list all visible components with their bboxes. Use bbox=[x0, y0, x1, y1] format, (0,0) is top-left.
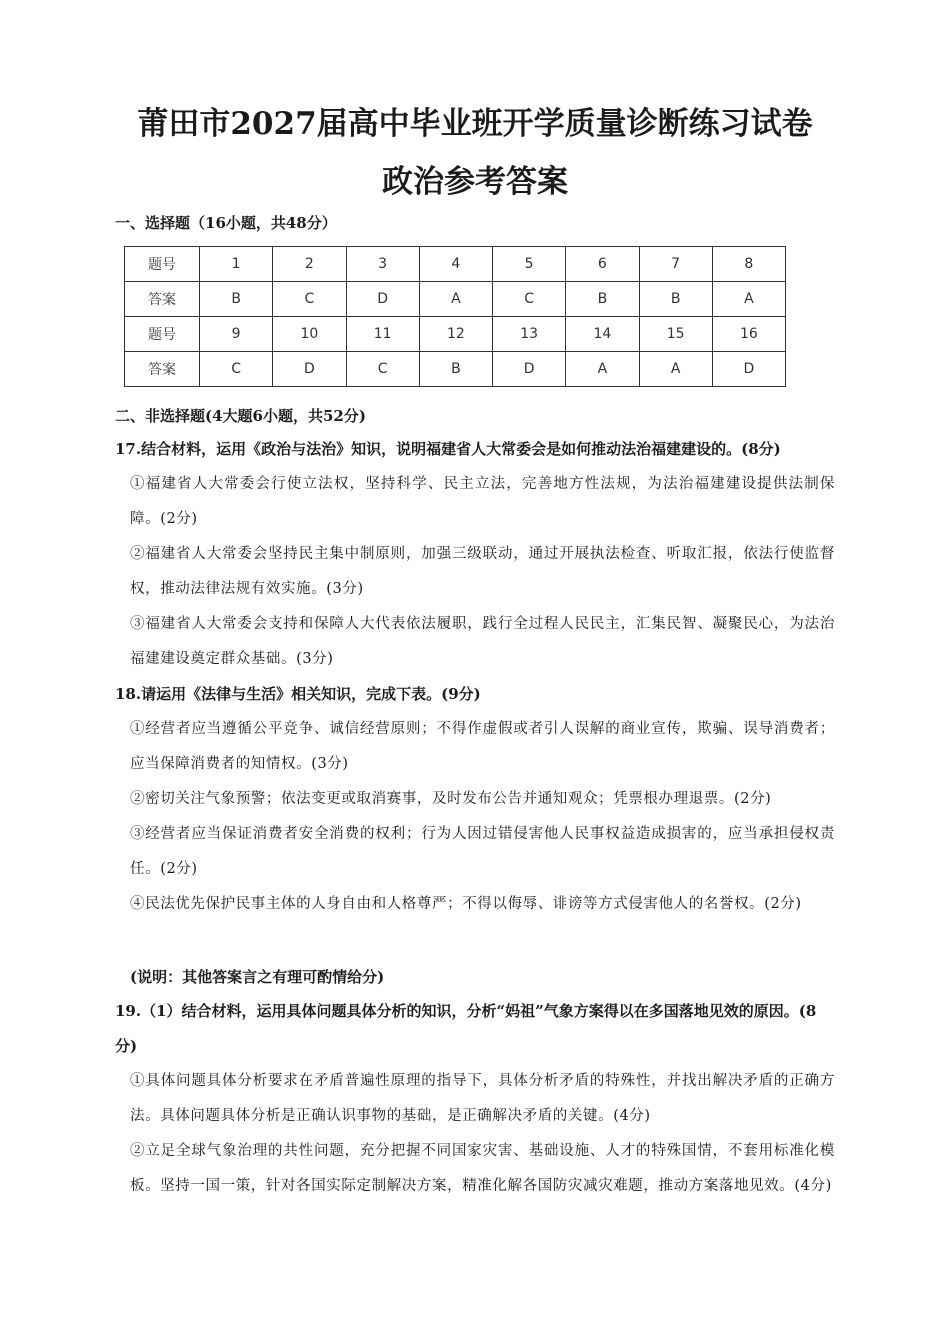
doc-subtitle: 政治参考答案 bbox=[382, 164, 568, 200]
answer-cell: B bbox=[200, 282, 273, 317]
answer-cell: C bbox=[346, 352, 419, 387]
answer-cell: A bbox=[712, 282, 785, 317]
answer-cell: B bbox=[566, 282, 639, 317]
section2-heading: 二、非选择题(4大题6小题，共52分) bbox=[115, 407, 366, 425]
q18-question: 18.请运用《法律与生活》相关知识，完成下表。(9分) bbox=[115, 685, 481, 703]
question-number: 13 bbox=[493, 317, 566, 352]
section1-heading: 一、选择题（16小题，共48分） bbox=[115, 214, 337, 232]
question-number: 10 bbox=[273, 317, 346, 352]
q18-point-2: ②密切关注气象预警；依法变更或取消赛事，及时发布公告并通知观众；凭票根办理退票。(2分) bbox=[130, 791, 772, 807]
table-row bbox=[125, 247, 786, 282]
q18-point-1: ①经营者应当遵循公平竞争、诚信经营原则；不得作虚假或者引人误解的商业宣传，欺骗、误导消费者；应当保障消费者的知情权。(3分) bbox=[130, 721, 835, 772]
q18-point-4: ④民法优先保护民事主体的人身自由和人格尊严；不得以侮辱、诽谤等方式侵害他人的名誉权。(2分) bbox=[130, 896, 802, 912]
question-number: 12 bbox=[419, 317, 492, 352]
answer-cell: C bbox=[200, 352, 273, 387]
question-number: 8 bbox=[712, 247, 785, 282]
row-label-number: 题号 bbox=[125, 317, 200, 352]
question-number: 11 bbox=[346, 317, 419, 352]
question-number: 16 bbox=[712, 317, 785, 352]
q17-point-1: ①福建省人大常委会行使立法权，坚持科学、民主立法，完善地方性法规，为法治福建建设提供法制保障。(2分) bbox=[130, 476, 835, 527]
answer-cell: D bbox=[712, 352, 785, 387]
row-label-answer: 答案 bbox=[125, 282, 200, 317]
row-label-answer: 答案 bbox=[125, 352, 200, 387]
question-number: 6 bbox=[566, 247, 639, 282]
doc-title: 莆田市2027届高中毕业班开学质量诊断练习试卷 bbox=[137, 106, 813, 142]
answer-cell: D bbox=[493, 352, 566, 387]
question-number: 5 bbox=[493, 247, 566, 282]
question-number: 9 bbox=[200, 317, 273, 352]
q18-point-3: ③经营者应当保证消费者安全消费的权利；行为人因过错侵害他人民事权益造成损害的，应当承担侵权责任。(2分) bbox=[130, 826, 835, 877]
q18-note: (说明：其他答案言之有理可酌情给分) bbox=[130, 968, 385, 986]
q19-point-2: ②立足全球气象治理的共性问题，充分把握不同国家灾害、基础设施、人才的特殊国情，不套用标准化模板。坚持一国一策，针对各国实际定制解决方案，精准化解各国防灾减灾难题，推动方案落地见效。(4分) bbox=[130, 1143, 835, 1194]
question-number: 7 bbox=[639, 247, 712, 282]
question-number: 14 bbox=[566, 317, 639, 352]
table-row bbox=[125, 317, 786, 352]
answer-cell: A bbox=[419, 282, 492, 317]
row-label-number: 题号 bbox=[125, 247, 200, 282]
answer-cell: B bbox=[419, 352, 492, 387]
answer-cell: C bbox=[493, 282, 566, 317]
table-row bbox=[125, 282, 786, 317]
answer-cell: A bbox=[639, 352, 712, 387]
question-number: 3 bbox=[346, 247, 419, 282]
answer-cell: D bbox=[273, 352, 346, 387]
question-number: 15 bbox=[639, 317, 712, 352]
answer-table bbox=[124, 246, 786, 387]
question-number: 4 bbox=[419, 247, 492, 282]
table-row bbox=[125, 352, 786, 387]
answer-cell: B bbox=[639, 282, 712, 317]
answer-cell: D bbox=[346, 282, 419, 317]
q19-question: 19.（1）结合材料，运用具体问题具体分析的知识，分析“妈祖”气象方案得以在多国落地见效的原因。(8分) bbox=[115, 1002, 817, 1055]
answer-cell: A bbox=[566, 352, 639, 387]
question-number: 2 bbox=[273, 247, 346, 282]
answer-cell: C bbox=[273, 282, 346, 317]
q17-point-2: ②福建省人大常委会坚持民主集中制原则，加强三级联动，通过开展执法检查、听取汇报，依法行使监督权，推动法律法规有效实施。(3分) bbox=[130, 546, 835, 597]
question-number: 1 bbox=[200, 247, 273, 282]
q19-point-1: ①具体问题具体分析要求在矛盾普遍性原理的指导下，具体分析矛盾的特殊性，并找出解决矛盾的正确方法。具体问题具体分析是正确认识事物的基础，是正确解决矛盾的关键。(4分) bbox=[130, 1073, 835, 1124]
q17-point-3: ③福建省人大常委会支持和保障人大代表依法履职，践行全过程人民民主，汇集民智、凝聚民心，为法治福建建设奠定群众基础。(3分) bbox=[130, 616, 835, 667]
q17-question: 17.结合材料，运用《政治与法治》知识，说明福建省人大常委会是如何推动法治福建建设的。(8分) bbox=[115, 440, 781, 458]
